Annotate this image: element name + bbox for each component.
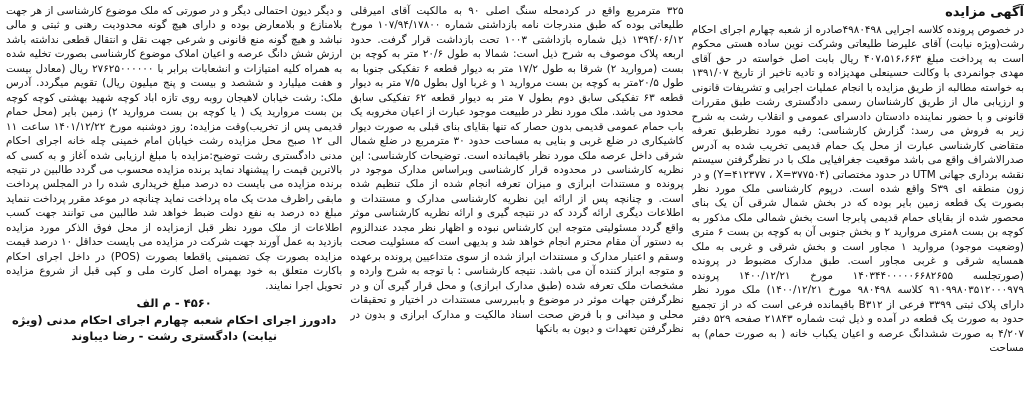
notice-reference-number: ۴۵۶۰ - م الف xyxy=(136,296,212,311)
notice-column-2 xyxy=(350,4,683,415)
notice-title: آگهی مزایده xyxy=(945,5,1024,20)
notice-body-text-2: ۳۲۵ مترمربع واقع در کردمحله سنگ اصلی ۹۰ به مالکیت آقای امیرقلی طلیعاتی بوده که طبق مندرجات نامه بازداشتی شماره ۱۰۷/۹۴/۱۷۸۰۰ مورخ ۱۳۹۴/۰۶/۱۲ ذیل شماره بازداشتی ۱۰۰۳ تحت بازداشت قرار گرفت. حدود اربعه پلاک موصوف به شرح ذیل است: شمالا به طول ۲۰/۶ متر به کوچه بن بست (مروارید ۲) شرقا به طول ۱۷/۲ متر به دیوار قطعه ۶ تفکیکی جنوبا به طول ۲۰/۵متر به کوچه بن بست مروارید ۱ و غربا اول بطول ۷/۵ متر به دیوار قطعه ۶۳ تفکیکی سابق دوم بطول ۷ متر به دیوار قطعه ۶۲ تفکیکی سابق محدود می باشد. ملک مورد نظر در طبیعت موجود عبارت از اعیان مخروبه یک باب حمام عمومی قدیمی بدون حصار که تنها بقایای بنای قبلی به صورت دیوار کاشیکاری در ضلع غربی و بنایی به مساحت حدود ۳۰ مترمربع در ضلع شمال شرقی داخل عرصه ملک مورد نظر باقیمانده است. توضیحات کارشناسی: این نظریه کارشناسی در محدوده قرار کارشناسی وبراساس مدارک موجود در پرونده و مستندات ابرازی و میزان تعرفه انجام شده از ملک تنظیم شده است. و چنانچه پس از ارائه این نظریه کارشناسی مدارک و مستندات و اطلاعات دیگری ارائه گردد که در نتیجه گیری و ارائه نظریه کارشناسی موثر واقع گردد مسئولیتی متوجه این کارشناس نبوده و اظهار نظر مجدد عندالزوم به دستور آن مقام محترم انجام خواهد شد و بدیهی است که مسئولیت صحت وسقم و اعتبار مدارک و مستندات ابراز شده از سوی متداعیین پرونده برعهده و متوجه ابراز کننده آن می باشد. نتیجه کارشناسی : با توجه به شرح وارده و مشخصات ملک تعرفه شده (طبق مدارک ابرازی) و محل قرار گیری آن و در نظرگرفتن جهات موثر در موضوع و باببررسی مستندات در اختیار و تحقیقات محلی و میدانی و با فرض صحت اسناد مالکیت و مدارک ابرازی و بدون در نظرگرفتن تعهدات و دیون به بانکها xyxy=(350,5,684,335)
notice-body-text-1: در خصوص پرونده کلاسه اجرایی ۴۹۸۰۴۹۸صادره از شعبه چهارم اجرای احکام رشت(ویژه نیابت) آقای علیرضا طلیعاتی وشرکت نوین ساده هستی محکوم است به پرداخت مبلغ ۴۰۷،۵۱۶،۶۶۳ ریال بابت اصل خواسته در حق آقای مهدی جوانمردی با وکالت حسینعلی مهدیزاده و تادیه تاخیر از تاریخ ۱۳۹۱/۰۷ به خواسته مطالبه از طریق مزایده با انجام عملیات اجرایی و تشریفات قانونی و ارزیابی مال از طریق کارشناسان رسمی دادگستری رشت طبق مقررات قانونی و با حضور نماینده دادستان دادسرای عمومی و انقلاب رشت به شرح زیر به فروش می رسد: گزارش کارشناسی: رقبه مورد نظرطبق تعرفه متقاضی کارشناسی عبارت از محل یک حمام قدیمی تخریب شده به آدرس صدرالاشراف واقع می باشد موقعیت جغرافیایی ملک با در نظرگرفتن سیستم نقشه برداری جهانی UTM در حدود مختصاتی (Y=۴۱۲۳۷۷ ، X=۳۷۷۵۰۴) و در زون منطقه ای S۳۹ واقع شده است. درپوم کارشناسی ملک مورد نظر بصورت یک قطعه زمین بایر بوده که در بخش شمال شرقی آن یک بنای محصور شده از بقایای حمام قدیمی پابرجا است بخش شمالی ملک مذکور به کوچه بن بست ۸متری مروارید ۲ و بخش جنوبی آن به کوچه بن بست ۶ متری (وضعیت موجود) مروارید ۱ مجاور است و بخش شرقی و غربی به ملک همسایه شرقی و غربی مجاور است. طبق مدارک مضبوط در پرونده (صورتجلسه ۱۴۰۳۴۴۰۰۰۰۰۶۶۸۲۶۵۵ مورخ ۱۴۰۰/۱۲/۲۱ پرونده ۹۱۰۹۹۸۰۳۵۱۲۰۰۰۹۷۹ کلاسه ۹۸۰۴۹۸ مورخ ۱۴۰۰/۱۲/۲۱) ملک مورد نظر دارای پلاک ثبتی ۳۳۹۹ فرعی از B۳۱۲ باقیمانده فرعی است که در از تجمیع حدود به صورت یک قطعه در آمده و ذیل ثبت شماره ۲۱۸۴۳ صفحه ۵۲۹ دفتر ۴/۲۰۷ به صورت ششدانگ عرصه و اعیان یکباب خانه ( به صورت حمام) به مساحت xyxy=(691,24,1024,354)
notice-column-3 xyxy=(6,4,342,415)
notice-signature: دادورز اجرای احکام شعبه چهارم اجرای احکام مدنی (ویژه نیابت) دادگستری رشت - رضا دیباوند xyxy=(12,313,337,344)
notice-column-1 xyxy=(692,4,1024,415)
notice-body-text-3: و دیگر دیون احتمالی دیگر و در صورتی که ملک موضوع کارشناسی از هر جهت بلامنازع و بلامعارض بوده و دارای هیچ گونه محدودیت رهنی و ثبتی و مالی نباشد و هیچ گونه منع قانونی و شرعی جهت نقل و انتقال قطعی نداشته باشد ارزش شش دانگ عرصه و اعیان املاک موضوع کارشناسی بصورت تخلیه شده به همراه کلیه امتیازات و انشعابات برابر با ۲۷۶۲۵۰۰۰۰۰۰ ریال (معادل بیست و هفت میلیارد و ششصد و بیست و پنج میلیون ریال) تقویم میگردد. آدرس ملک: رشت خیابان لاهیجان روبه روی تازه اباد کوچه شهید بهشتی کوچه کوچه بن بست مروارید یک ( یا کوچه بن بست مروارید ۲) زمین بایر (محل حمام قدیمی پس از تخریب)وقت مزایده: روز دوشنبه مورخ ۱۴۰۱/۱۲/۲۲ ساعت ۱۱ الی ۱۲ صبح محل مزایده رشت خیابان امام خمینی چله خانه اجرای احکام مدنی دادگستری رشت توضیح:مزایده با مبلغ ارزیابی شده آغاز و به کسی که بالاترین قیمت را پیشنهاد نماید برنده مزایده محسوب می گردد طالبین در نتیجه برنده مزایده می بایست ده درصد مبلغ خریداری شده را در المجلس پرداخت مابقی راظرف مدت یک ماه پرداخت نماید چنانچه در موعد مقرر پرداخت ننماید مبلغ ده درصد به نفع دولت ضبط خواهد شد طالبین می توانند جهت کسب اطلاعات از ملک مورد نظر قبل ازمزایده از محل فوق الذکر مورد مزایده بازدید به عمل آورند جهت شرکت در مزایده می بایست حداقل ۱۰ درصد قیمت مزایده بصورت چک تضمینی یاقطعا بصورت (POS) در داخل اجرای احکام باکارت متعلق به خود بهمراه اصل کارت ملی و کپی قبل از شروع مزایده تحویل اجرا نمایند. xyxy=(6,5,343,292)
